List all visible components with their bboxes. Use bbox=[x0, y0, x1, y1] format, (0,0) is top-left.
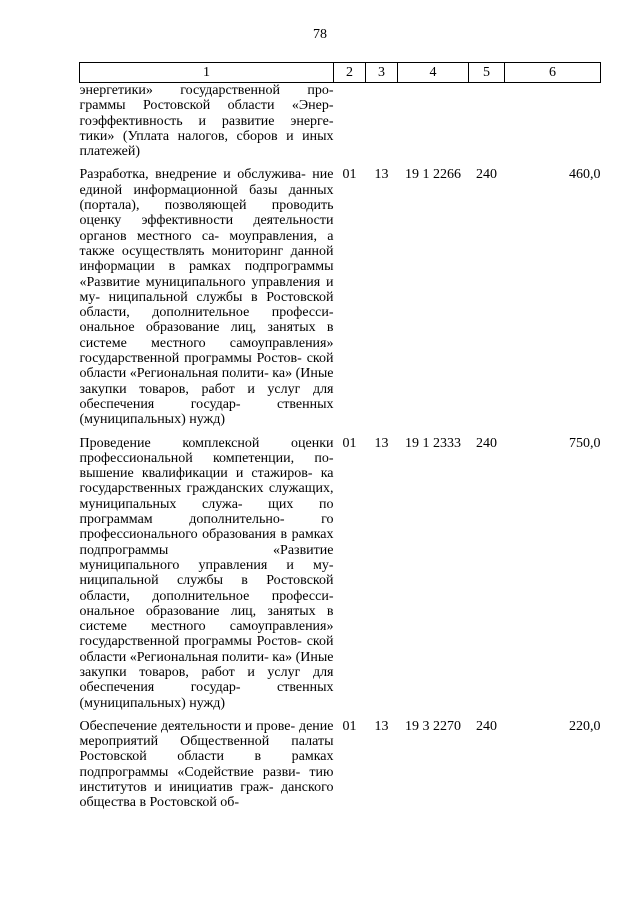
desc-line: вышение квалификации и стажиров- bbox=[79, 466, 313, 482]
desc-line: услуг для обеспечения государ- bbox=[79, 664, 334, 696]
col-3-value: 13 bbox=[374, 435, 389, 451]
desc-line: ственных (муниципальных) нужд) bbox=[79, 396, 334, 428]
col-6-value bbox=[505, 83, 601, 168]
desc-line: ственных (муниципальных) нужд) bbox=[79, 680, 334, 711]
col-2-value: 01 bbox=[342, 718, 357, 734]
desc-line: области, дополнительное професси- bbox=[79, 305, 334, 321]
col-5-value bbox=[469, 83, 505, 168]
col-2-value: 01 bbox=[342, 167, 357, 183]
col-5-value: 240 bbox=[476, 167, 497, 183]
col-header-4: 4 bbox=[398, 63, 469, 83]
desc-line: энергетики» государственной про- bbox=[79, 83, 334, 98]
budget-table bbox=[79, 62, 601, 811]
col-3-value: 13 bbox=[374, 718, 389, 734]
desc-line: услуг для обеспечения государ- bbox=[79, 381, 334, 412]
row-description bbox=[80, 719, 334, 811]
table-row bbox=[80, 83, 601, 168]
col-6-value: 460,0 bbox=[569, 167, 601, 183]
desc-line: ниципальной службы в Ростовской bbox=[108, 289, 334, 305]
desc-line: Обеспечение деятельности и прове- bbox=[79, 718, 296, 734]
desc-line: иных платежей) bbox=[79, 128, 334, 160]
row-description bbox=[80, 436, 334, 719]
col-5-value: 240 bbox=[476, 435, 497, 451]
desc-line: данского общества в Ростовской об- bbox=[79, 780, 334, 811]
desc-line: граммы Ростовской области «Энер- bbox=[79, 98, 334, 114]
desc-line: системе местного самоуправления» bbox=[79, 619, 334, 635]
row-description bbox=[80, 167, 334, 435]
table-row bbox=[80, 167, 601, 435]
desc-line: профессиональной компетенции, по- bbox=[79, 450, 334, 466]
desc-line: государственной программы Ростов- bbox=[79, 634, 302, 650]
desc-line: Проведение комплексной оценки bbox=[79, 435, 334, 451]
desc-line: области, дополнительное професси- bbox=[79, 588, 334, 604]
desc-line: рамках подпрограммы «Развитие bbox=[79, 259, 334, 290]
col-header-1: 1 bbox=[80, 63, 334, 83]
desc-line: гоэффективность и развитие энерге- bbox=[79, 113, 334, 129]
desc-line: деятельности органов местного са- bbox=[79, 213, 334, 244]
desc-line: ской области «Региональная полити- bbox=[79, 634, 334, 665]
desc-line: мониторинг данной информации в bbox=[79, 243, 334, 275]
col-3-value: 13 bbox=[374, 167, 389, 183]
desc-line: ние единой информационной базы bbox=[79, 167, 334, 198]
desc-line: муниципального управления и му- bbox=[79, 274, 334, 305]
col-4-value: 19 3 2270 bbox=[405, 718, 461, 734]
desc-line: ка» (Иные закупки товаров, работ и bbox=[79, 366, 334, 397]
col-4-value: 19 1 2266 bbox=[405, 167, 461, 183]
col-5-value: 240 bbox=[476, 718, 497, 734]
col-header-5: 5 bbox=[469, 63, 505, 83]
desc-line: ниципальной службы в Ростовской bbox=[79, 573, 334, 589]
col-2-value bbox=[334, 83, 366, 168]
desc-line: палаты Ростовской области в рамках bbox=[79, 734, 334, 765]
col-6-value: 220,0 bbox=[569, 718, 601, 734]
table-row bbox=[80, 436, 601, 719]
desc-line: государственной программы Ростов- bbox=[79, 351, 302, 367]
table-row bbox=[80, 719, 601, 811]
desc-line: ональное образование лиц, занятых в bbox=[79, 603, 334, 619]
desc-line: моуправления, а также осуществлять bbox=[79, 228, 334, 259]
desc-line: ской области «Региональная полити- bbox=[79, 351, 334, 382]
desc-line: служащих, муниципальных служа- bbox=[79, 481, 334, 512]
col-3-value bbox=[366, 83, 398, 168]
desc-line: муниципального управления и му- bbox=[79, 557, 334, 573]
desc-line: дение мероприятий Общественной bbox=[79, 718, 334, 750]
desc-line: рамках подпрограммы «Развитие bbox=[79, 527, 334, 558]
desc-line: щих по программам дополнительно- bbox=[79, 496, 334, 528]
col-4-value bbox=[398, 83, 469, 168]
desc-line: данных (портала), позволяющей bbox=[79, 182, 334, 214]
col-header-3: 3 bbox=[366, 63, 398, 83]
desc-line: Разработка, внедрение и обслужива- bbox=[79, 167, 306, 183]
desc-line: системе местного самоуправления» bbox=[79, 335, 334, 351]
desc-line: го профессионального образования в bbox=[79, 512, 334, 543]
col-6-value: 750,0 bbox=[569, 435, 601, 451]
header-row bbox=[80, 63, 601, 83]
desc-line: ка государственных гражданских bbox=[79, 466, 334, 497]
row-description bbox=[80, 83, 334, 168]
desc-line: ональное образование лиц, занятых в bbox=[79, 320, 334, 336]
desc-line: ка» (Иные закупки товаров, работ и bbox=[79, 649, 334, 680]
desc-line: тию институтов и инициатив граж- bbox=[79, 764, 334, 796]
desc-line: тики» (Уплата налогов, сборов и bbox=[79, 128, 294, 144]
col-4-value: 19 1 2333 bbox=[405, 435, 461, 451]
col-header-6: 6 bbox=[505, 63, 601, 83]
desc-line: проводить оценку эффективности bbox=[79, 198, 334, 229]
col-header-2: 2 bbox=[334, 63, 366, 83]
page-number: 78 bbox=[313, 27, 327, 42]
desc-line: подпрограммы «Содействие разви- bbox=[79, 764, 301, 780]
col-2-value: 01 bbox=[342, 435, 357, 451]
